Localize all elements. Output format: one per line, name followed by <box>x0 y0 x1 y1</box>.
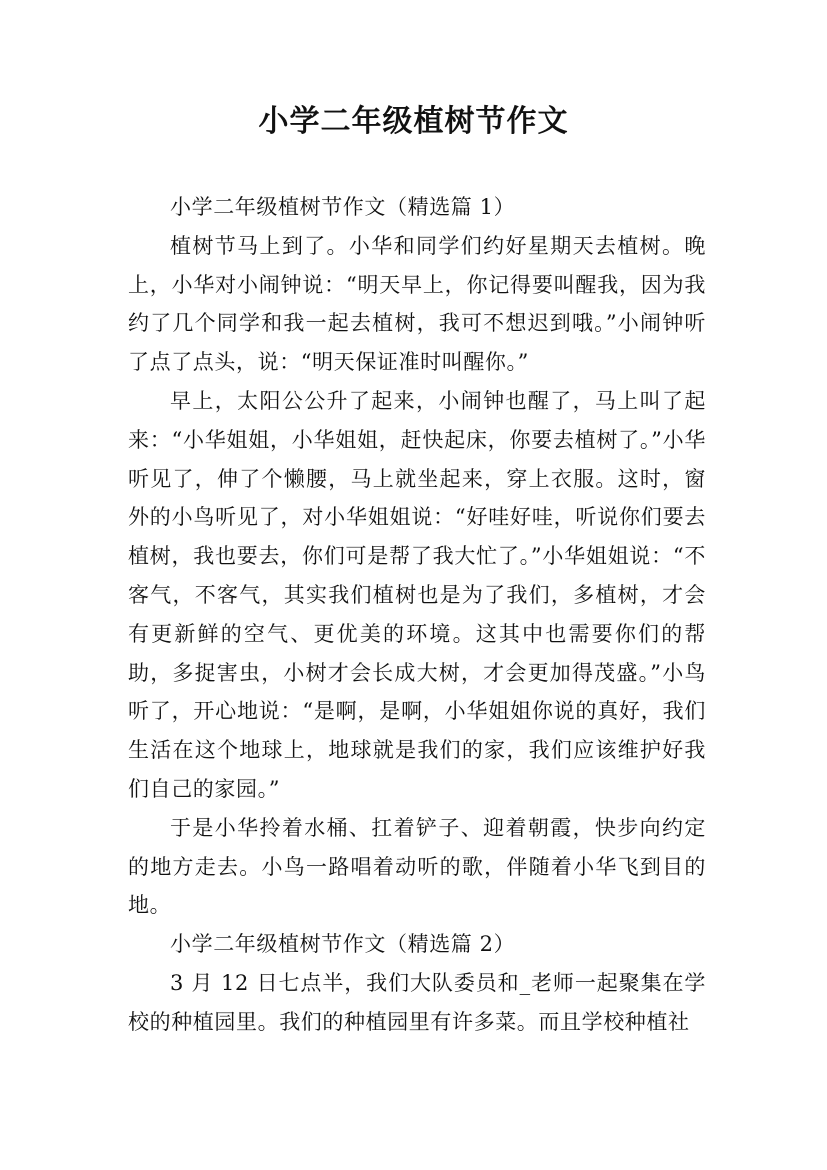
paragraph-3: 于是小华拎着水桶、扛着铲子、迎着朝霞，快步向约定的地方走去。小鸟一路唱着动听的歌，伴随着小华飞到目的地。 <box>128 815 706 918</box>
document-title: 小学二年级植树节作文 <box>258 104 569 139</box>
paragraph-2: 早上，太阳公公升了起来，小闹钟也醒了，马上叫了起来：“小华姐姐，小华姐姐，赶快起床，你要去植树了。”小华听见了，伸了个懒腰，马上就坐起来，穿上衣服。这时，窗外的小鸟听见了，对小华姐姐说：“好哇好哇，听说你们要去植树，我也要去，你们可是帮了我大忙了。”小华姐姐说：“不客气，不客气，其实我们植树也是为了我们，多植树，才会有更新鲜的空气、更优美的环境。这其中也需要你们的帮助，多捉害虫，小树才会长成大树，才会更加得茂盛。”小鸟听了，开心地说：“是啊，是啊，小华姐姐你说的真好，我们生活在这个地球上，地球就是我们的家，我们应该维护好我们自己的家园。” <box>128 388 706 801</box>
document-body <box>128 188 706 1042</box>
section-heading-1: 小学二年级植树节作文（精选篇 1） <box>170 195 516 219</box>
section-heading-2: 小学二年级植树节作文（精选篇 2） <box>170 932 516 957</box>
paragraph-1: 植树节马上到了。小华和同学们约好星期天去植树。晚上，小华对小闹钟说：“明天早上，你记得要叫醒我，因为我约了几个同学和我一起去植树，我可不想迟到哦。”小闹钟听了点了点头，说：“明天保证准时叫醒你。” <box>128 233 706 375</box>
paragraph-4: 3 月 12 日七点半，我们大队委员和_老师一起聚集在学校的种植园里。我们的种植园里有许多菜。而且学校种植社 <box>128 970 706 1034</box>
